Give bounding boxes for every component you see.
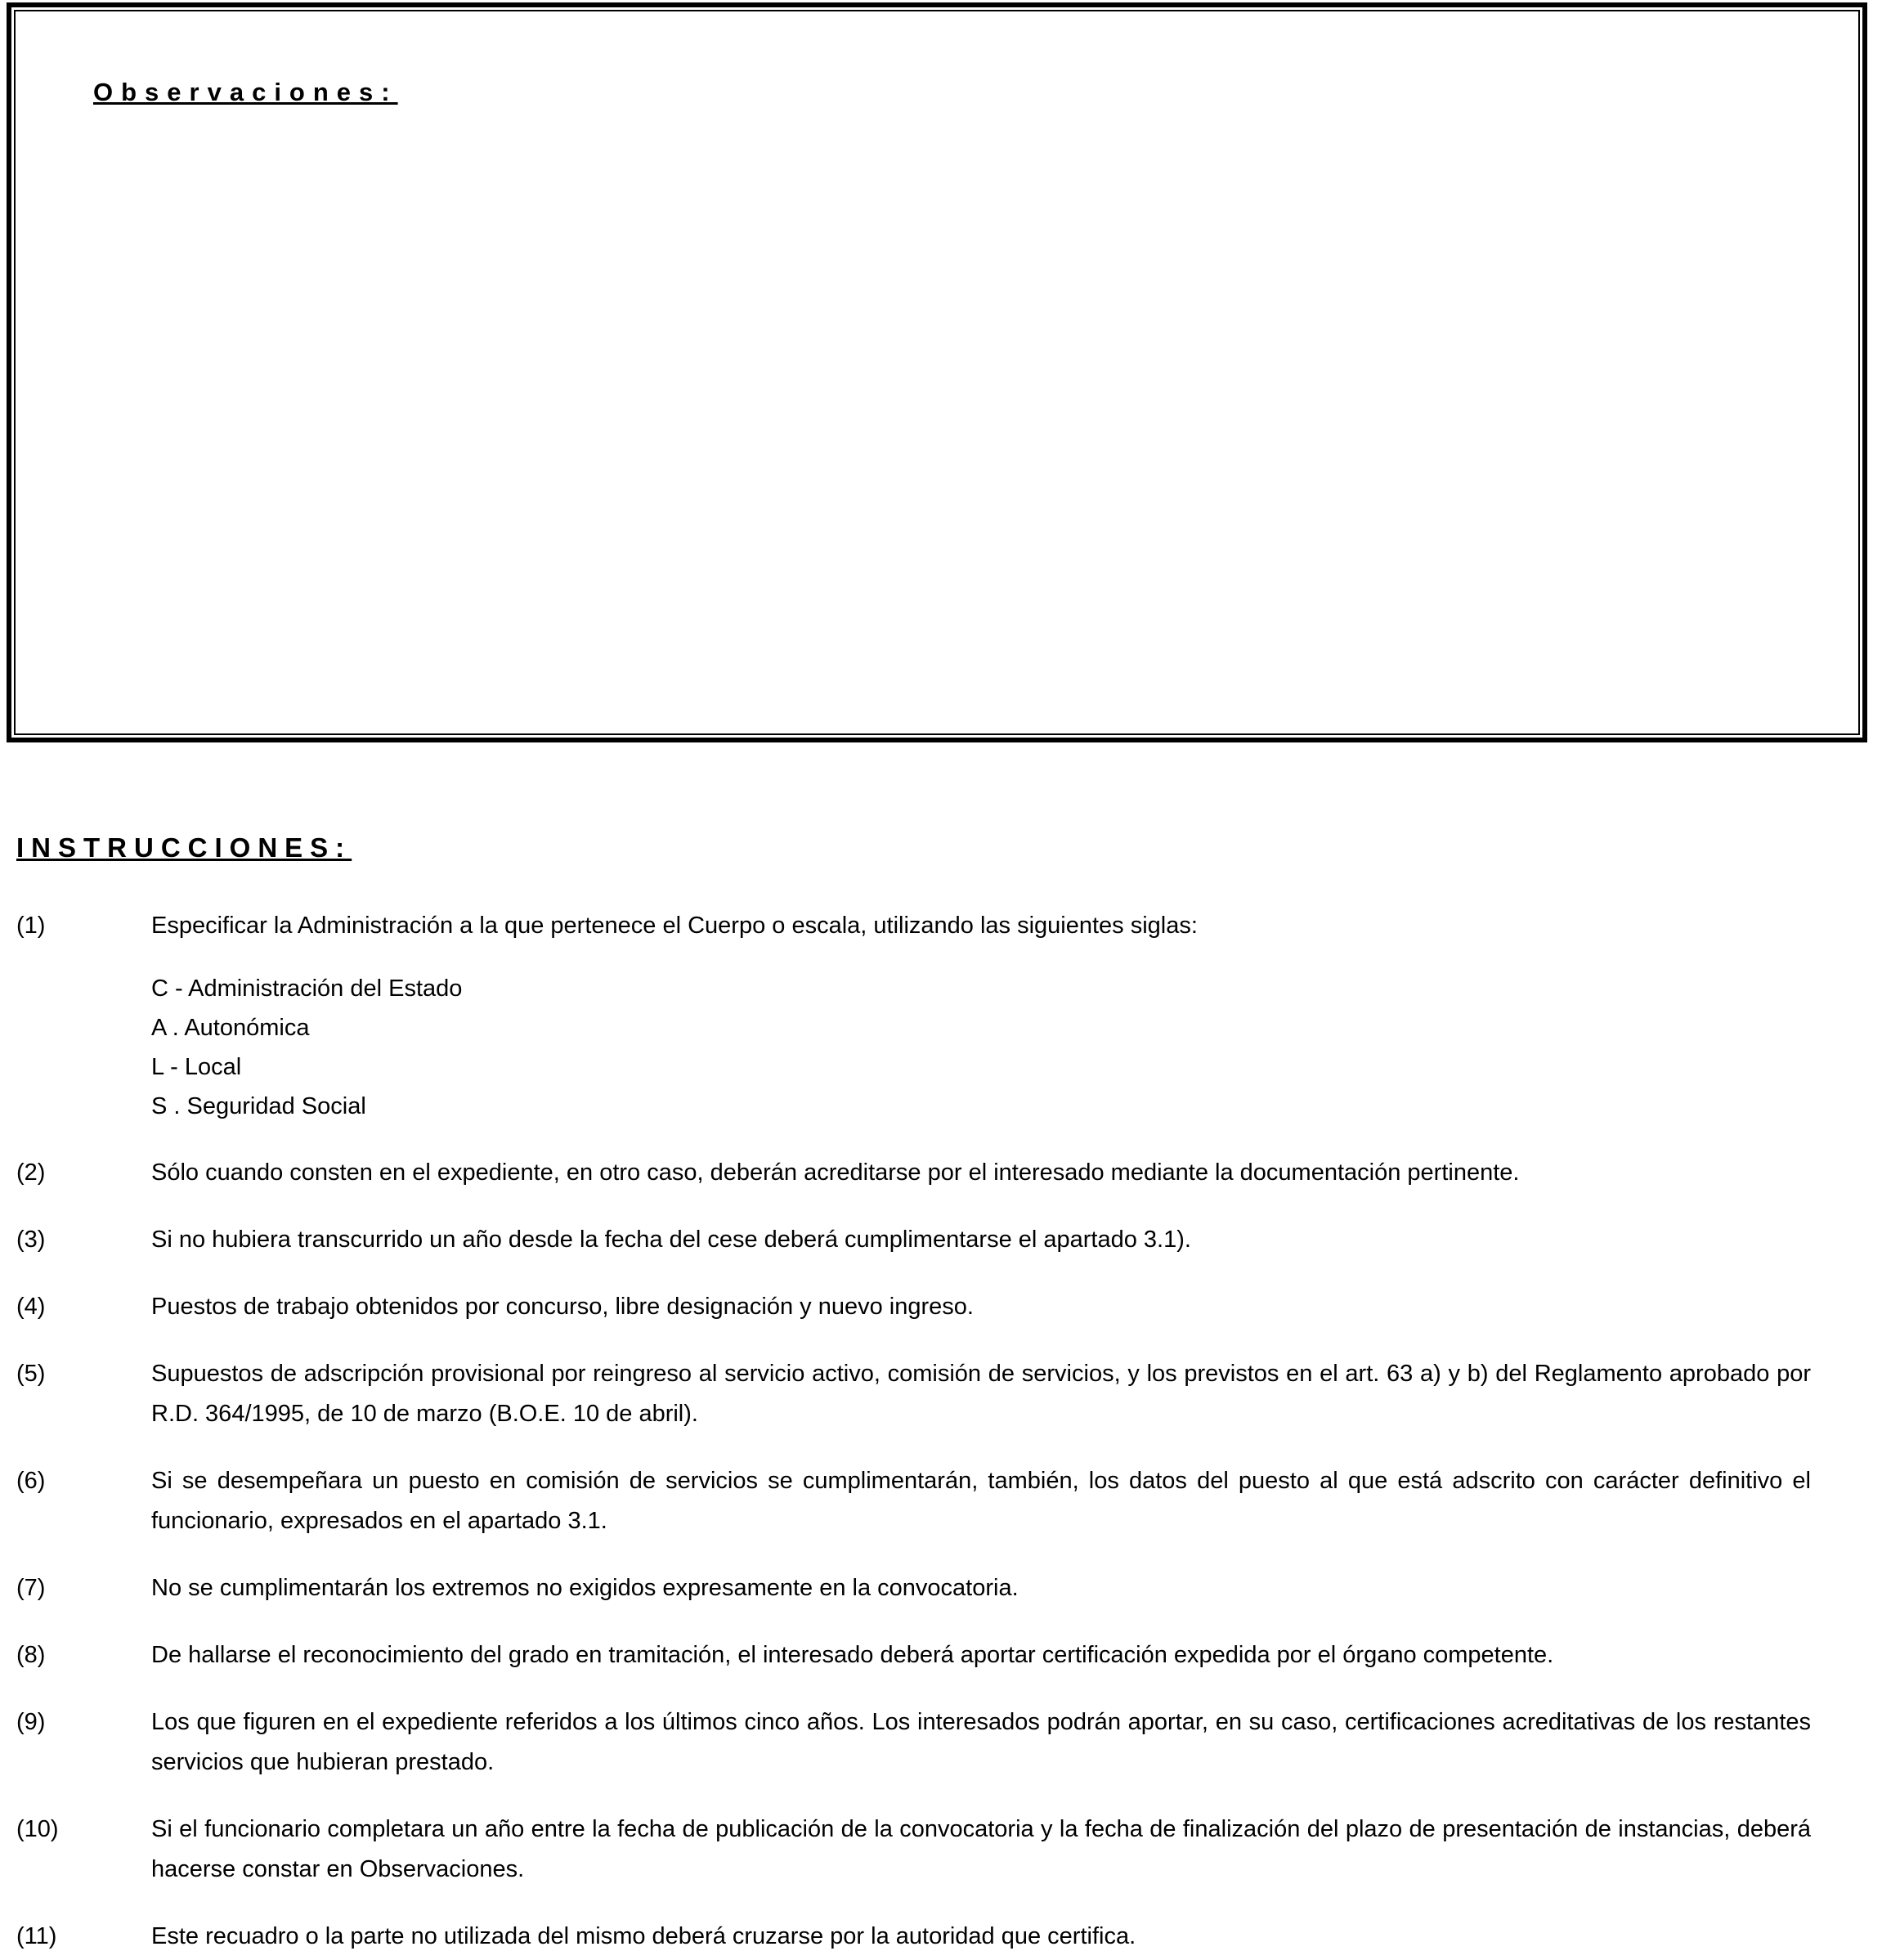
instruction-text: [151, 1810, 1811, 1890]
instruction-text-body: Puestos de trabajo obtenidos por concurso, libre designación y nuevo ingreso.: [151, 1294, 974, 1320]
instruction-number: (5): [16, 1361, 46, 1387]
observaciones-label: Observaciones:: [93, 78, 398, 106]
instruction-number: (8): [16, 1642, 46, 1668]
instruction-text-body: No se cumplimentarán los extremos no exigidos expresamente en la convocatoria.: [151, 1575, 1019, 1601]
instruction-text: [151, 1461, 1811, 1541]
instruction-text-body: Los que figuren en el expediente referidos a los últimos cinco años. Los interesados podrán aportar, en su caso, certificaciones acreditativas de los restantes servicios que hubieran prestado.: [151, 1709, 1811, 1775]
instruction-item: [16, 1287, 1815, 1327]
instruction-number: (2): [16, 1159, 46, 1186]
instructions-section: [16, 831, 1815, 1960]
instruction-text-body: Este recuadro o la parte no utilizada del mismo deberá cruzarse por la autoridad que certifica.: [151, 1923, 1136, 1949]
instruction-number: (1): [16, 913, 46, 939]
instruction-number: (7): [16, 1575, 46, 1601]
instruction-number: (11): [16, 1923, 57, 1949]
instruction-item: [16, 1461, 1815, 1541]
siglas-sublist: [151, 969, 1811, 1126]
instruction-text-body: Si el funcionario completara un año entre la fecha de publicación de la convocatoria y la fecha de finalización del plazo de presentación de instancias, deberá hacerse constar en Observaciones.: [151, 1816, 1811, 1882]
instructions-list: [16, 906, 1815, 1957]
instruction-text: [151, 1635, 1811, 1675]
instruction-text: [151, 1287, 1811, 1327]
instruction-text: [151, 1702, 1811, 1783]
instructions-heading: INSTRUCCIONES:: [16, 832, 352, 863]
sigla-line: L - Local: [151, 1054, 242, 1080]
sigla-line: S . Seguridad Social: [151, 1093, 366, 1119]
instruction-text: [151, 1354, 1811, 1434]
instruction-text: [151, 1568, 1811, 1608]
instruction-text: [151, 1153, 1811, 1193]
instruction-number: (10): [16, 1816, 59, 1842]
instruction-text-body: Si no hubiera transcurrido un año desde la fecha del cese deberá cumplimentarse el apartado 3.1).: [151, 1227, 1191, 1253]
sigla-line: A . Autonómica: [151, 1015, 310, 1041]
instruction-item: [16, 1635, 1815, 1675]
instruction-item: [16, 1568, 1815, 1608]
observaciones-box: [7, 2, 1867, 742]
instruction-item: [16, 1153, 1815, 1193]
instruction-text-body: Si se desempeñara un puesto en comisión de servicios se cumplimentarán, también, los datos del puesto al que está adscrito con carácter definitivo el funcionario, expresados en el apartado 3.1.: [151, 1468, 1811, 1534]
instruction-item: [16, 906, 1815, 1126]
instruction-number: (4): [16, 1294, 46, 1320]
instruction-item: [16, 1702, 1815, 1783]
instruction-item: [16, 1220, 1815, 1260]
instruction-text-body: Especificar la Administración a la que pertenece el Cuerpo o escala, utilizando las siguientes siglas:: [151, 913, 1198, 939]
instruction-text-body: Supuestos de adscripción provisional por reingreso al servicio activo, comisión de servicios, y los previstos en el art. 63 a) y b) del Reglamento aprobado por R.D. 364/1995, de 10 de marzo (B.O.E. 10 de abril).: [151, 1361, 1811, 1427]
instruction-number: (3): [16, 1227, 46, 1253]
instruction-text: [151, 906, 1811, 1126]
instruction-item: [16, 1917, 1815, 1957]
instruction-item: [16, 1354, 1815, 1434]
instruction-text-body: De hallarse el reconocimiento del grado en tramitación, el interesado deberá aportar certificación expedida por el órgano competente.: [151, 1642, 1554, 1668]
sigla-line: C - Administración del Estado: [151, 976, 463, 1002]
instruction-text: [151, 1917, 1811, 1957]
instruction-number: (9): [16, 1709, 46, 1735]
instruction-text: [151, 1220, 1811, 1260]
instruction-item: [16, 1810, 1815, 1890]
instruction-number: (6): [16, 1468, 46, 1494]
instruction-text-body: Sólo cuando consten en el expediente, en otro caso, deberán acreditarse por el interesado mediante la documentación pertinente.: [151, 1159, 1520, 1186]
